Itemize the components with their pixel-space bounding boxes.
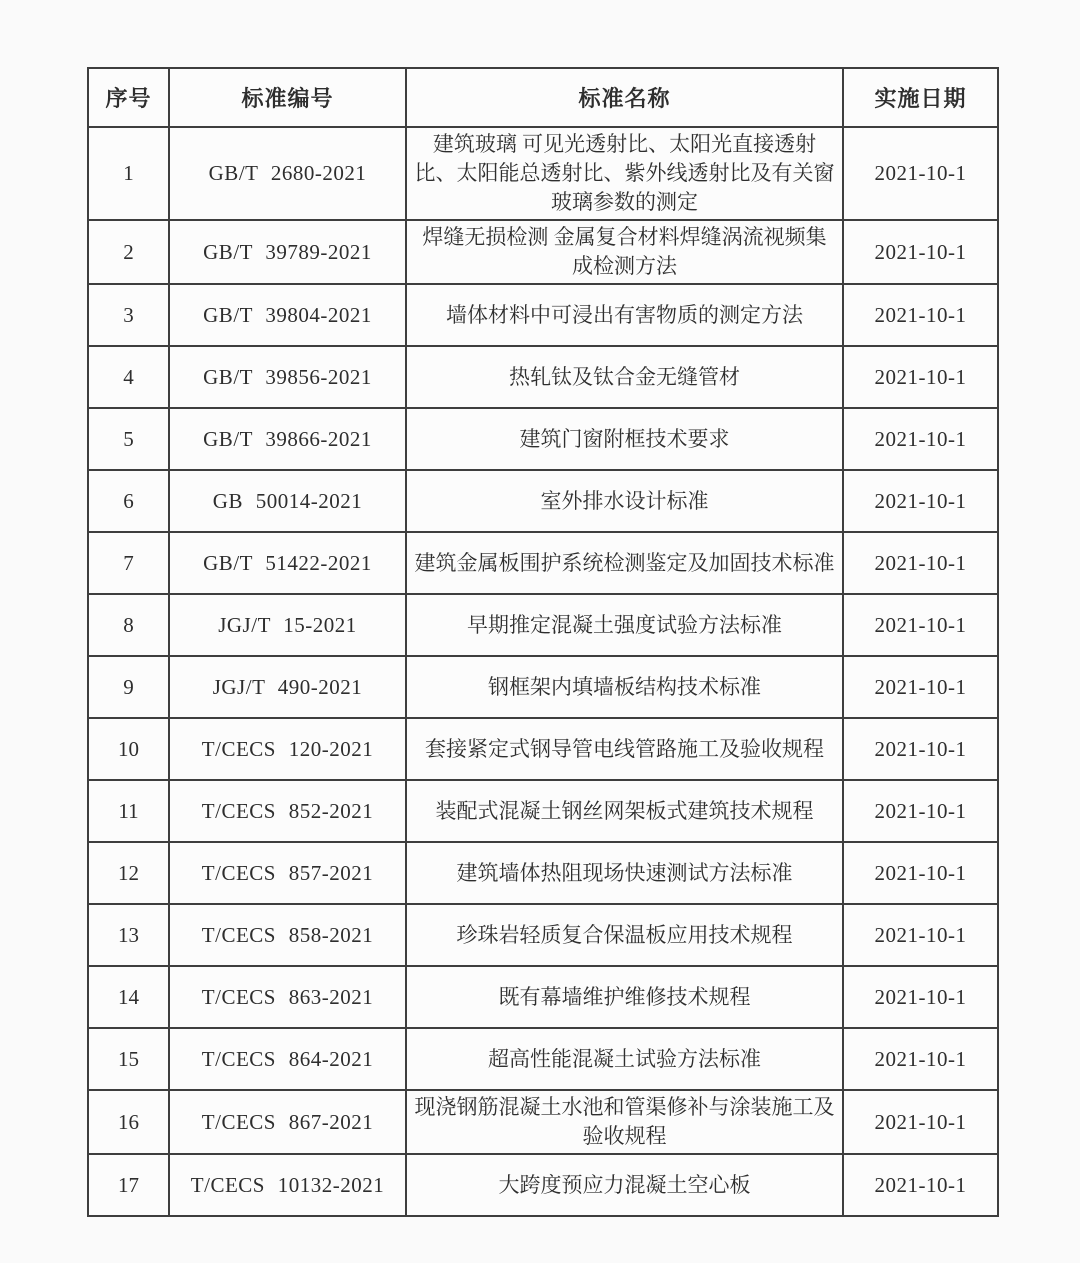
cell-serial-number: 16 <box>88 1090 169 1154</box>
cell-implementation-date: 2021-10-1 <box>843 594 998 656</box>
cell-standard-code: GB/T 39804-2021 <box>169 284 406 346</box>
table-body <box>88 127 998 1216</box>
cell-standard-name: 既有幕墙维护维修技术规程 <box>406 966 843 1028</box>
column-header-standard-name: 标准名称 <box>406 68 843 127</box>
cell-standard-code: T/CECS 858-2021 <box>169 904 406 966</box>
table-row <box>88 904 998 966</box>
cell-standard-code: T/CECS 120-2021 <box>169 718 406 780</box>
table-row <box>88 408 998 470</box>
cell-serial-number: 17 <box>88 1154 169 1216</box>
cell-implementation-date: 2021-10-1 <box>843 718 998 780</box>
cell-implementation-date: 2021-10-1 <box>843 532 998 594</box>
cell-standard-name: 套接紧定式钢导管电线管路施工及验收规程 <box>406 718 843 780</box>
cell-standard-code: JGJ/T 15-2021 <box>169 594 406 656</box>
cell-implementation-date: 2021-10-1 <box>843 284 998 346</box>
table-row <box>88 127 998 220</box>
table-row <box>88 220 998 284</box>
table-row <box>88 284 998 346</box>
cell-standard-code: GB/T 39856-2021 <box>169 346 406 408</box>
cell-serial-number: 13 <box>88 904 169 966</box>
cell-implementation-date: 2021-10-1 <box>843 127 998 220</box>
cell-standard-name: 热轧钛及钛合金无缝管材 <box>406 346 843 408</box>
cell-standard-name: 装配式混凝土钢丝网架板式建筑技术规程 <box>406 780 843 842</box>
cell-standard-name: 建筑墙体热阻现场快速测试方法标准 <box>406 842 843 904</box>
table-row <box>88 656 998 718</box>
cell-serial-number: 11 <box>88 780 169 842</box>
header-row <box>88 68 998 127</box>
table-row <box>88 594 998 656</box>
column-header-implementation-date: 实施日期 <box>843 68 998 127</box>
cell-implementation-date: 2021-10-1 <box>843 470 998 532</box>
cell-serial-number: 9 <box>88 656 169 718</box>
table-row <box>88 1154 998 1216</box>
cell-implementation-date: 2021-10-1 <box>843 1090 998 1154</box>
cell-standard-code: GB/T 51422-2021 <box>169 532 406 594</box>
cell-serial-number: 1 <box>88 127 169 220</box>
cell-implementation-date: 2021-10-1 <box>843 408 998 470</box>
cell-standard-code: GB/T 2680-2021 <box>169 127 406 220</box>
cell-standard-name: 建筑门窗附框技术要求 <box>406 408 843 470</box>
cell-standard-name: 早期推定混凝土强度试验方法标准 <box>406 594 843 656</box>
cell-implementation-date: 2021-10-1 <box>843 780 998 842</box>
cell-standard-code: JGJ/T 490-2021 <box>169 656 406 718</box>
cell-serial-number: 10 <box>88 718 169 780</box>
table-row <box>88 780 998 842</box>
table-row <box>88 470 998 532</box>
cell-standard-code: T/CECS 863-2021 <box>169 966 406 1028</box>
cell-standard-code: T/CECS 10132-2021 <box>169 1154 406 1216</box>
cell-implementation-date: 2021-10-1 <box>843 842 998 904</box>
cell-serial-number: 14 <box>88 966 169 1028</box>
table-row <box>88 1090 998 1154</box>
standards-table-container <box>87 67 997 1217</box>
table-row <box>88 1028 998 1090</box>
cell-standard-name: 建筑金属板围护系统检测鉴定及加固技术标准 <box>406 532 843 594</box>
cell-standard-name: 室外排水设计标准 <box>406 470 843 532</box>
table-row <box>88 718 998 780</box>
table-header <box>88 68 998 127</box>
cell-standard-name: 建筑玻璃 可见光透射比、太阳光直接透射比、太阳能总透射比、紫外线透射比及有关窗玻璃参数的测定 <box>406 127 843 220</box>
cell-implementation-date: 2021-10-1 <box>843 966 998 1028</box>
table-row <box>88 966 998 1028</box>
cell-standard-name: 墙体材料中可浸出有害物质的测定方法 <box>406 284 843 346</box>
cell-serial-number: 2 <box>88 220 169 284</box>
cell-serial-number: 8 <box>88 594 169 656</box>
cell-serial-number: 6 <box>88 470 169 532</box>
cell-implementation-date: 2021-10-1 <box>843 904 998 966</box>
cell-standard-code: GB/T 39789-2021 <box>169 220 406 284</box>
table-row <box>88 842 998 904</box>
cell-implementation-date: 2021-10-1 <box>843 1154 998 1216</box>
cell-standard-code: T/CECS 864-2021 <box>169 1028 406 1090</box>
cell-implementation-date: 2021-10-1 <box>843 656 998 718</box>
cell-standard-code: T/CECS 867-2021 <box>169 1090 406 1154</box>
cell-serial-number: 15 <box>88 1028 169 1090</box>
cell-serial-number: 7 <box>88 532 169 594</box>
cell-implementation-date: 2021-10-1 <box>843 220 998 284</box>
cell-standard-code: T/CECS 857-2021 <box>169 842 406 904</box>
table-row <box>88 346 998 408</box>
column-header-serial-number: 序号 <box>88 68 169 127</box>
cell-implementation-date: 2021-10-1 <box>843 1028 998 1090</box>
column-header-standard-code: 标准编号 <box>169 68 406 127</box>
cell-standard-name: 焊缝无损检测 金属复合材料焊缝涡流视频集成检测方法 <box>406 220 843 284</box>
cell-standard-name: 超高性能混凝土试验方法标准 <box>406 1028 843 1090</box>
cell-standard-code: GB/T 39866-2021 <box>169 408 406 470</box>
table-row <box>88 532 998 594</box>
cell-serial-number: 4 <box>88 346 169 408</box>
cell-serial-number: 3 <box>88 284 169 346</box>
cell-standard-name: 大跨度预应力混凝土空心板 <box>406 1154 843 1216</box>
standards-table <box>87 67 999 1217</box>
cell-serial-number: 5 <box>88 408 169 470</box>
cell-standard-code: T/CECS 852-2021 <box>169 780 406 842</box>
cell-serial-number: 12 <box>88 842 169 904</box>
cell-standard-name: 珍珠岩轻质复合保温板应用技术规程 <box>406 904 843 966</box>
cell-standard-code: GB 50014-2021 <box>169 470 406 532</box>
cell-standard-name: 钢框架内填墙板结构技术标准 <box>406 656 843 718</box>
cell-implementation-date: 2021-10-1 <box>843 346 998 408</box>
cell-standard-name: 现浇钢筋混凝土水池和管渠修补与涂装施工及验收规程 <box>406 1090 843 1154</box>
